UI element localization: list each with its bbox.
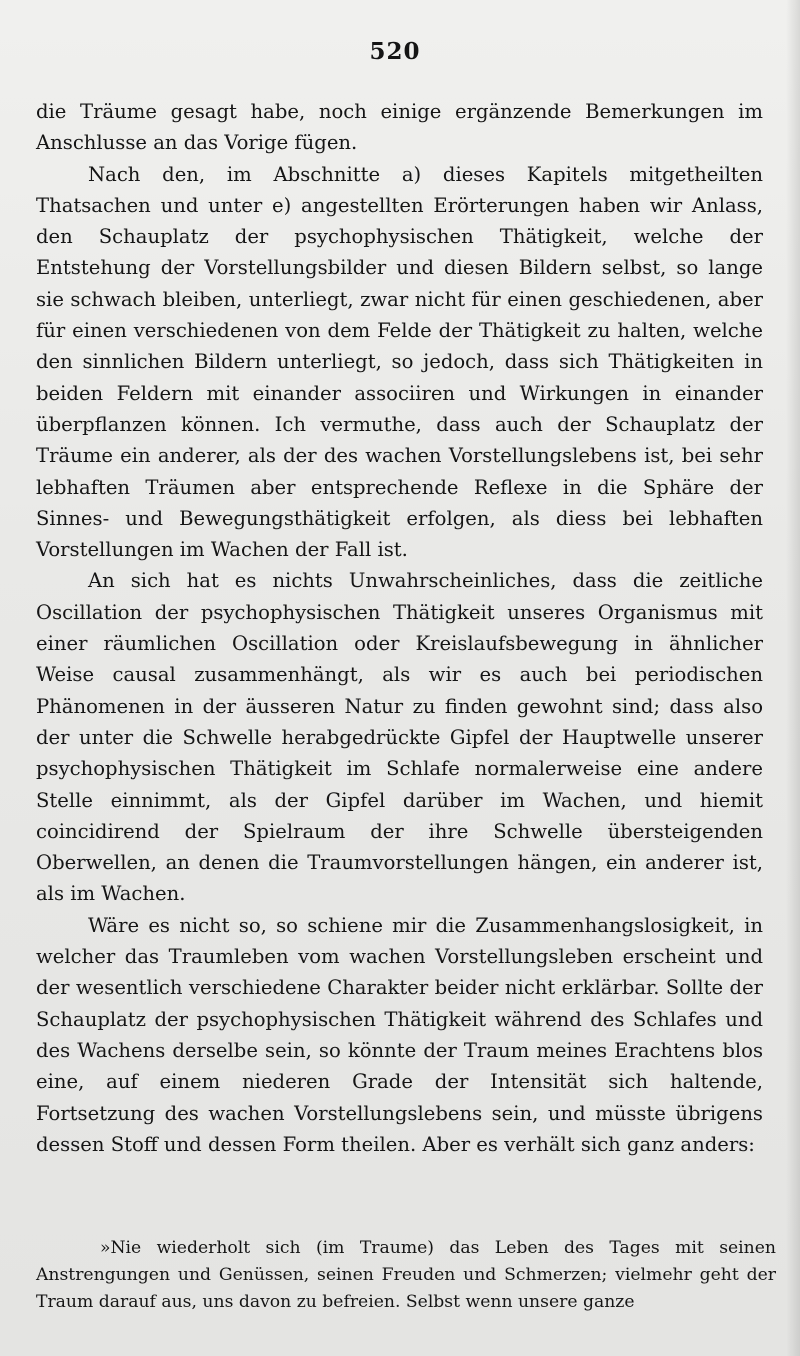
- quote-text: »Nie wiederholt sich (im Traume) das Leben des Tages mit seinen Anstrengungen und Genüssen, seinen Freuden und Schmerzen; vielmehr geht der Traum darauf aus, uns davon zu befreien. Selbst wenn unsere ganze: [36, 1238, 776, 1312]
- page-number: 520: [369, 38, 421, 65]
- paragraph: An sich hat es nichts Unwahrscheinliches, dass die zeitliche Oscillation der psychophysischen Thätigkeit unseres Organismus mit einer räumlichen Oscillation oder Kreislaufsbewegung in ähnlicher Weise causal zusammenhängt, als wir es auch bei periodischen Phänomenen in der äusseren Natur zu finden gewohnt sind; dass also der unter die Schwelle herabgedrückte Gipfel der Hauptwelle unserer psychophysischen Thätigkeit im Schlafe normalerweise eine andere Stelle einnimmt, als der Gipfel darüber im Wachen, und hiemit coincidirend der Spielraum der ihre Schwelle übersteigenden Oberwellen, an denen die Traumvorstellungen hängen, ein anderer ist, als im Wachen.: [36, 569, 763, 906]
- paragraph: Wäre es nicht so, so schiene mir die Zusammenhangslosigkeit, in welcher das Traumleben vom wachen Vorstellungsleben erscheint und der wesentlich verschiedene Charakter beider nicht erklärbar. Sollte der Schauplatz der psychophysischen Thätigkeit während des Schlafes und des Wachens derselbe sein, so könnte der Traum meines Erachtens blos eine, auf einem niederen Grade der Intensität sich haltende, Fortsetzung des wachen Vorstellungslebens sein, und müsste übrigens dessen Stoff und dessen Form theilen. Aber es verhält sich ganz anders:: [36, 913, 763, 1156]
- page-edge-shadow: [786, 0, 800, 1356]
- body-text: [36, 96, 763, 1160]
- paragraph: die Träume gesagt habe, noch einige ergänzende Bemerkungen im Anschlusse an das Vorige fügen.: [36, 100, 763, 155]
- paragraph: Nach den, im Abschnitte a) dieses Kapitels mitgetheilten Thatsachen und unter e) angestellten Erörterungen haben wir Anlass, den Schauplatz der psychophysischen Thätigkeit, welche der Entstehung der Vorstellungsbilder und diesen Bildern selbst, so lange sie schwach bleiben, unterliegt, zwar nicht für einen geschiedenen, aber für einen verschiedenen von dem Felde der Thätigkeit zu halten, welche den sinnlichen Bildern unterliegt, so jedoch, dass sich Thätigkeiten in beiden Feldern mit einander associiren und Wirkungen in einander überpflanzen können. Ich vermuthe, dass auch der Schauplatz der Träume ein anderer, als der des wachen Vorstellungslebens ist, bei sehr lebhaften Träumen aber entsprechende Reflexe in die Sphäre der Sinnes- und Bewegungsthätigkeit erfolgen, als diess bei lebhaften Vorstellungen im Wachen der Fall ist.: [36, 162, 763, 562]
- block-quote: [36, 1235, 776, 1316]
